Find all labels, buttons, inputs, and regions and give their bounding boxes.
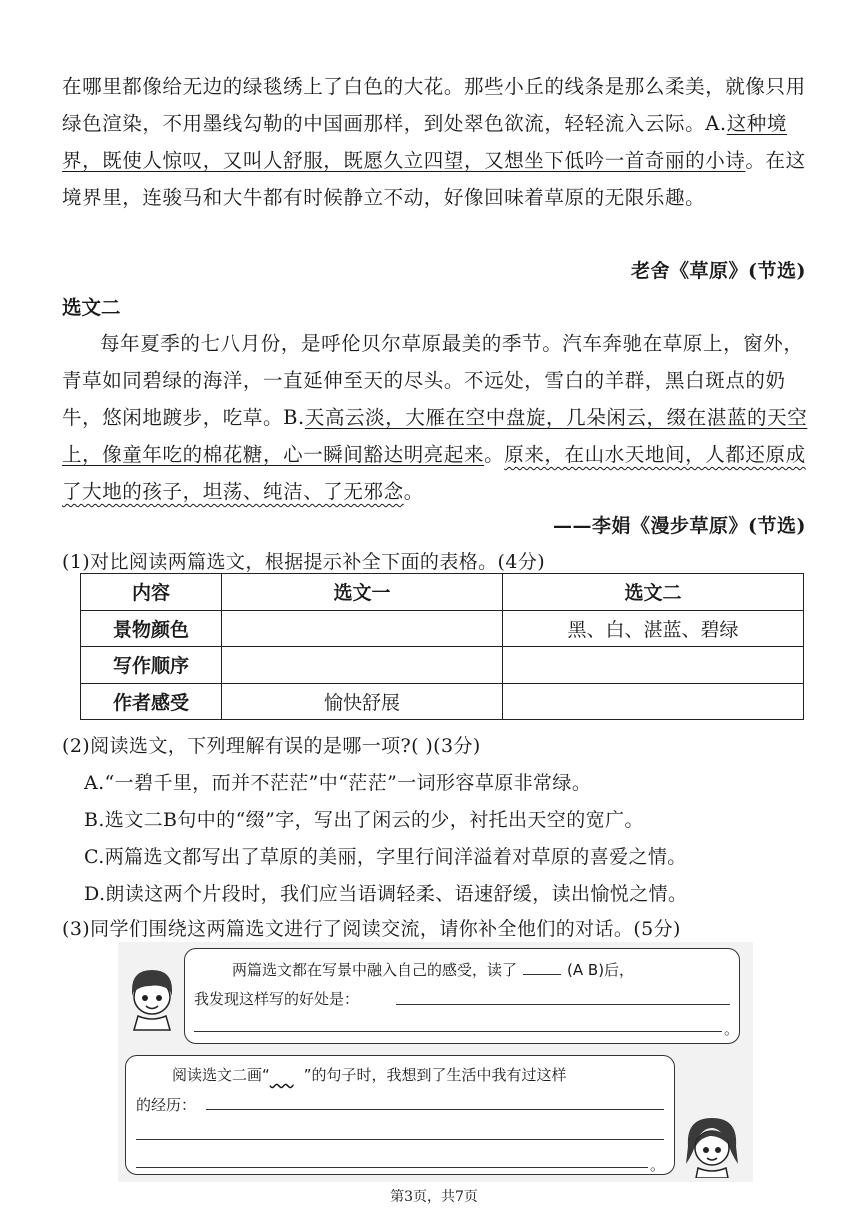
answer-line[interactable] xyxy=(206,1109,664,1110)
option-b: B.选文二B句中的“缀”字，写出了闲云的少，衬托出天空的宽广。 xyxy=(84,809,644,831)
passage-two-heading: 选文二 xyxy=(62,296,121,319)
period-mark: 。 xyxy=(650,1156,666,1174)
table-header-cell: 选文二 xyxy=(503,574,804,611)
answer-cell[interactable] xyxy=(503,683,804,720)
wavy-line-mark xyxy=(270,1066,304,1084)
boy-avatar-icon xyxy=(124,966,180,1032)
table-header-cell: 内容 xyxy=(81,574,222,611)
option-d: D.朗读这两个片段时，我们应当语调轻柔、语速舒缓，读出愉悦之情。 xyxy=(84,883,688,905)
option-c: C.两篇选文都写出了草原的美丽，字里行间洋溢着对草原的喜爱之情。 xyxy=(84,846,687,868)
passage-two-source: ——李娟《漫步草原》(节选) xyxy=(553,515,806,537)
row-label: 作者感受 xyxy=(81,683,222,720)
table-header-row xyxy=(81,574,804,611)
table-row xyxy=(81,647,804,684)
answer-line[interactable] xyxy=(396,1004,730,1005)
passage-one-source: 老舍《草原》(节选) xyxy=(631,260,806,282)
table-row xyxy=(81,610,804,647)
answer-line[interactable] xyxy=(136,1139,664,1140)
answer-cell[interactable] xyxy=(222,647,503,684)
bubble2-text-line2: 的经历： xyxy=(136,1096,197,1114)
table-header-cell: 选文一 xyxy=(222,574,503,611)
girl-avatar-icon xyxy=(680,1112,744,1178)
sentence-a-underlined: 这种境界，既使人惊叹，又叫人舒服，既愿久立四望，又想坐下低吟一首奇丽的小诗 xyxy=(62,112,787,172)
row-label: 景物颜色 xyxy=(81,610,222,647)
table-cell: 愉快舒展 xyxy=(222,683,503,720)
choice-blank[interactable] xyxy=(523,974,561,975)
answer-line[interactable] xyxy=(136,1167,648,1168)
page-number: 第3页，共7页 xyxy=(390,1189,478,1205)
row-label: 写作顺序 xyxy=(81,647,222,684)
answer-cell[interactable] xyxy=(503,647,804,684)
table-row xyxy=(81,683,804,720)
question-2-prompt: (2)阅读选文，下列理解有误的是哪一项?( )(3分) xyxy=(62,735,481,757)
answer-cell[interactable] xyxy=(222,610,503,647)
comparison-table xyxy=(80,573,804,720)
question-1-prompt: (1)对比阅读两篇选文，根据提示补全下面的表格。(4分) xyxy=(62,551,546,573)
question-3-prompt: (3)同学们围绕这两篇选文进行了阅读交流，请你补全他们的对话。(5分) xyxy=(62,918,681,940)
wavy-underlined-sentence: 原来，在山水天地间，人都还原成了大地的孩子，坦荡、纯洁、了无邪念 xyxy=(62,443,806,503)
bubble2-text-line1: 阅读选文二画“ ”的句子时，我想到了生活中我有过这样 xyxy=(172,1066,567,1084)
table-cell: 黑、白、湛蓝、碧绿 xyxy=(503,610,804,647)
option-a: A.“一碧千里，而并不茫茫”中“茫茫”一词形容草原非常绿。 xyxy=(84,772,592,794)
sentence-b-underlined: 天高云淡，大雁在空中盘旋，几朵闲云，缀在湛蓝的天空上，像童年吃的棉花糖，心一瞬间豁达明亮起来 xyxy=(62,406,808,466)
answer-line[interactable] xyxy=(194,1031,722,1032)
passage-one-text: 在哪里都像给无边的绿毯绣上了白色的大花。那些小丘的线条是那么柔美，就像只用绿色渲染，不用墨线勾勒的中国画那样，到处翠色欲流，轻轻流入云际。A.这种境界，既使人惊叹，又叫人舒服，既愿久立四望，又想坐下低吟一首奇丽的小诗。在这境界里，连骏马和大牛都有时候静立不动，好像回味着草原的无限乐趣。 xyxy=(62,75,806,209)
bubble1-text-line1: 两篇选文都在写景中融入自己的感受，读了 (A B)后， xyxy=(232,961,635,979)
bubble1-text-line2: 我发现这样写的好处是： xyxy=(194,990,360,1008)
period-mark: 。 xyxy=(724,1020,740,1038)
passage-two-text: 每年夏季的七八月份，是呼伦贝尔草原最美的季节。汽车奔驰在草原上，窗外，青草如同碧绿的海洋，一直延伸至天的尽头。不远处，雪白的羊群，黑白斑点的奶牛，悠闲地踱步，吃草。B.天高云淡，大雁在空中盘旋，几朵闲云，缀在湛蓝的天空上，像童年吃的棉花糖，心一瞬间豁达明亮起来。原来，在山水天地间，人都还原成了大地的孩子，坦荡、纯洁、了无邪念。 xyxy=(62,332,808,503)
